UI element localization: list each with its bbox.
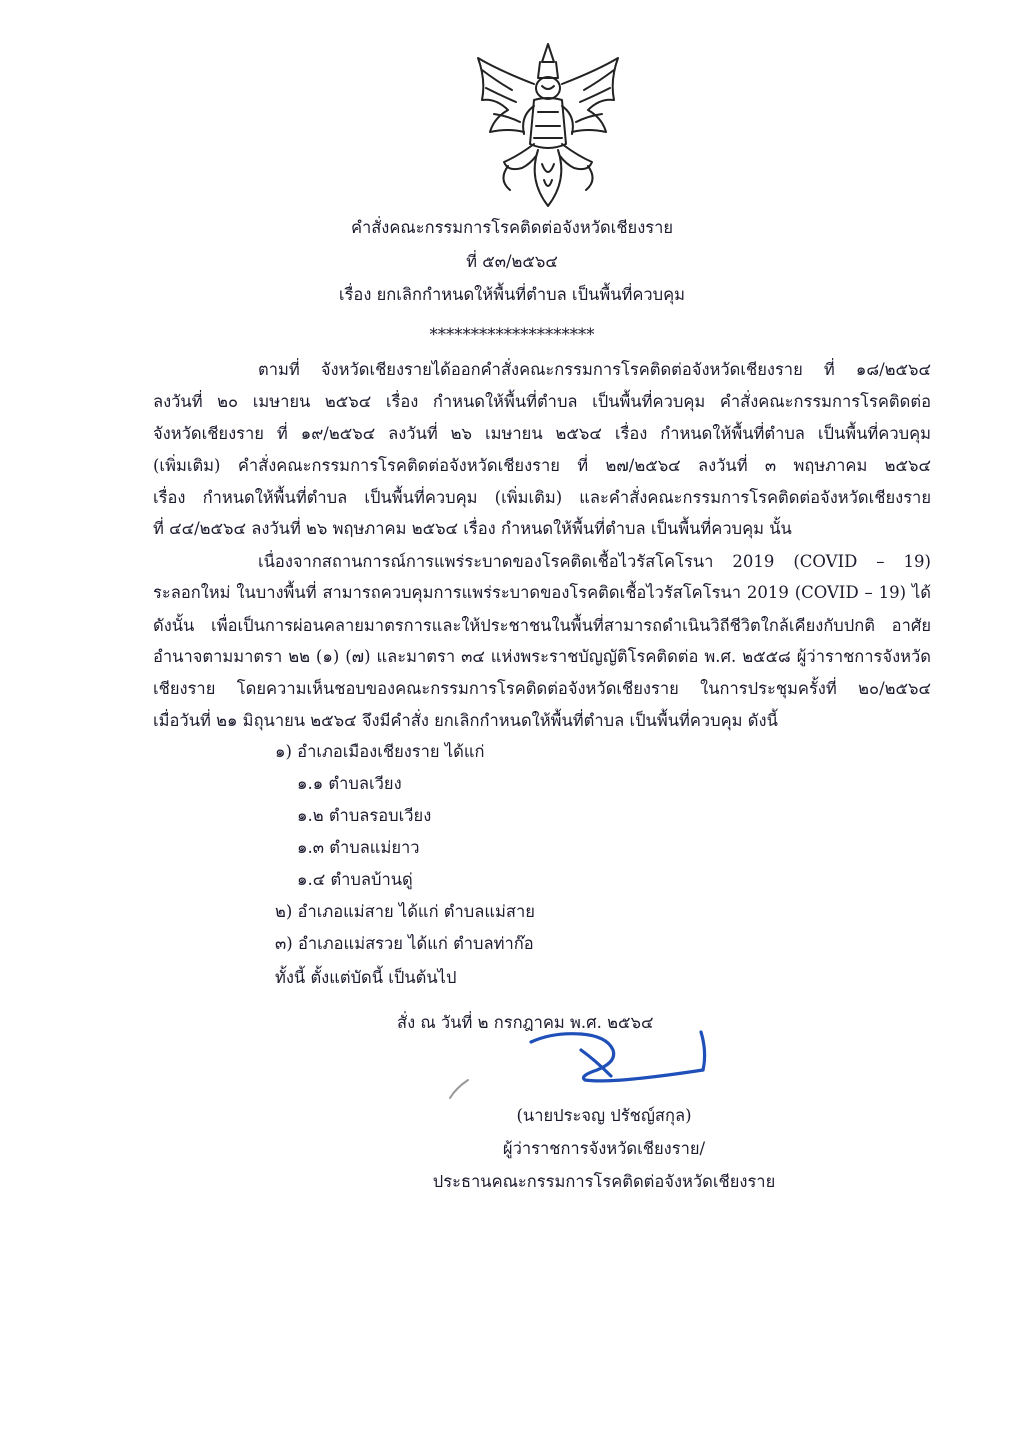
paragraph1-line: เรื่อง กำหนดให้พื้นที่ตำบล เป็นพื้นที่ควบคุม (เพิ่มเติม) และคำสั่งคณะกรรมการโรคติดต่อจังหวัดเชียงราย	[153, 488, 931, 507]
paragraph2-line: เมื่อวันที่ ๒๑ มิถุนายน ๒๕๖๔ จึงมีคำสั่ง ยกเลิกกำหนดให้พื้นที่ตำบล เป็นพื้นที่ควบคุม ดังนี้	[153, 711, 778, 730]
subdistrict-item: ๑.๔ ตำบลบ้านดู่	[297, 870, 413, 889]
paragraph1-line: (เพิ่มเติม) คำสั่งคณะกรรมการโรคติดต่อจังหวัดเชียงราย ที่ ๒๗/๒๕๖๔ ลงวันที่ ๓ พฤษภาคม ๒๕๖๔	[153, 456, 931, 475]
pencil-tick-mark	[446, 1076, 472, 1102]
signature	[525, 1026, 715, 1088]
order-date: สั่ง ณ วันที่ ๒ กรกฎาคม พ.ศ. ๒๕๖๔	[397, 1013, 654, 1032]
signatory-position: ผู้ว่าราชการจังหวัดเชียงราย/	[502, 1139, 706, 1158]
paragraph2-line: ดังนั้น เพื่อเป็นการผ่อนคลายมาตรการและให้ประชาชนในพื้นที่สามารถดำเนินวิถีชีวิตใกล้เคียงกับปกติ อาศัย	[153, 616, 931, 635]
subdistrict-item: ๑.๑ ตำบลเวียง	[297, 774, 402, 793]
paragraph2-line: อำนาจตามมาตรา ๒๒ (๑) (๗) และมาตรา ๓๔ แห่งพระราชบัญญัติโรคติดต่อ พ.ศ. ๒๕๕๘ ผู้ว่าราชการจังหวัด	[153, 647, 931, 666]
signatory-name: (นายประจญ ปรัชญ์สกุล)	[516, 1106, 692, 1125]
effective-statement: ทั้งนี้ ตั้งแต่บัดนี้ เป็นต้นไป	[275, 968, 457, 987]
order-subject: เรื่อง ยกเลิกกำหนดให้พื้นที่ตำบล เป็นพื้นที่ควบคุม	[338, 285, 686, 304]
garuda-emblem	[468, 40, 628, 212]
district-item: ๑) อำเภอเมืองเชียงราย ได้แก่	[275, 742, 485, 761]
subdistrict-item: ๑.๓ ตำบลแม่ยาว	[297, 838, 420, 857]
order-title: คำสั่งคณะกรรมการโรคติดต่อจังหวัดเชียงราย	[350, 218, 674, 237]
order-number: ที่ ๕๓/๒๕๖๔	[466, 252, 558, 271]
paragraph2-line: ระลอกใหม่ ในบางพื้นที่ สามารถควบคุมการแพร่ระบาดของโรคติดเชื้อไวรัสโคโรนา 2019 (COVID – 19) ได้	[153, 583, 931, 602]
separator-line: ********************	[429, 325, 595, 344]
paragraph1-line: ลงวันที่ ๒๐ เมษายน ๒๕๖๔ เรื่อง กำหนดให้พื้นที่ตำบล เป็นพื้นที่ควบคุม คำสั่งคณะกรรมการโรคติดต่อ	[153, 392, 931, 411]
paragraph2-line: เชียงราย โดยความเห็นชอบของคณะกรรมการโรคติดต่อจังหวัดเชียงราย ในการประชุมครั้งที่ ๒๐/๒๕๖๔	[153, 679, 931, 698]
paragraph1-line: จังหวัดเชียงราย ที่ ๑๙/๒๕๖๔ ลงวันที่ ๒๖ เมษายน ๒๕๖๔ เรื่อง กำหนดให้พื้นที่ตำบล เป็นพื้นที่ควบคุม	[153, 424, 931, 443]
signatory-position: ประธานคณะกรรมการโรคติดต่อจังหวัดเชียงราย	[432, 1172, 776, 1191]
paragraph2-line: เนื่องจากสถานการณ์การแพร่ระบาดของโรคติดเชื้อไวรัสโคโรนา 2019 (COVID – 19)	[258, 552, 931, 571]
paragraph1-line: ที่ ๔๔/๒๕๖๔ ลงวันที่ ๒๖ พฤษภาคม ๒๕๖๔ เรื่อง กำหนดให้พื้นที่ตำบล เป็นพื้นที่ควบคุม นั้น	[153, 519, 792, 538]
district-item: ๒) อำเภอแม่สาย ได้แก่ ตำบลแม่สาย	[275, 902, 535, 921]
district-item: ๓) อำเภอแม่สรวย ได้แก่ ตำบลท่าก๊อ	[275, 934, 534, 953]
subdistrict-item: ๑.๒ ตำบลรอบเวียง	[297, 806, 432, 825]
paragraph1-line: ตามที่ จังหวัดเชียงรายได้ออกคำสั่งคณะกรรมการโรคติดต่อจังหวัดเชียงราย ที่ ๑๘/๒๕๖๔	[258, 360, 931, 379]
